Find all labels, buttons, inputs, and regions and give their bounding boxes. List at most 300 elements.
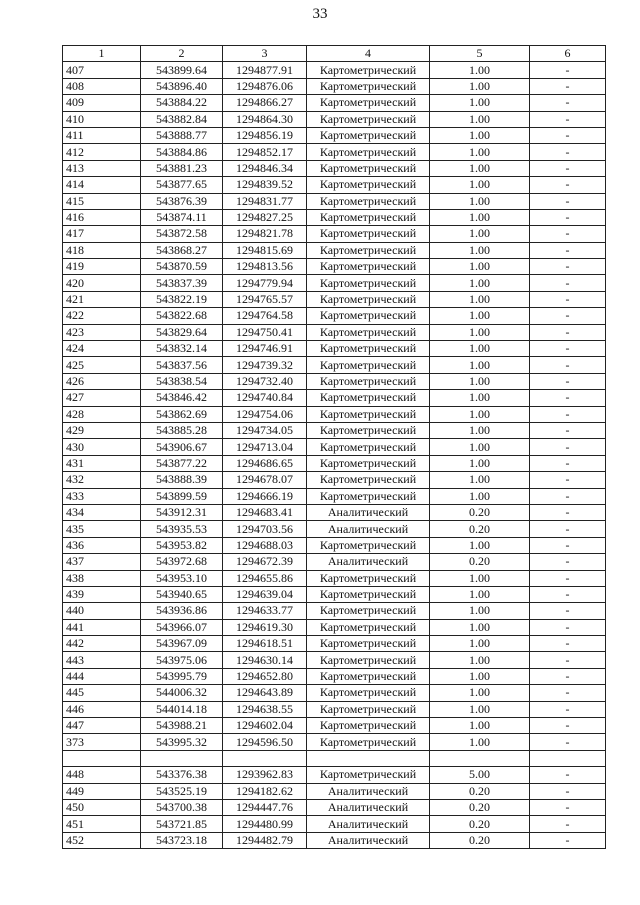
cell-point-number: 441: [63, 619, 141, 635]
cell-method: Картометрический: [307, 734, 430, 750]
cell-point-number: 444: [63, 668, 141, 684]
table-row: [63, 586, 606, 602]
cell-note: -: [530, 439, 606, 455]
cell-point-number: 439: [63, 586, 141, 602]
cell-method: Картометрический: [307, 455, 430, 471]
cell-method: Картометрический: [307, 209, 430, 225]
cell-method: Картометрический: [307, 242, 430, 258]
cell-y-coordinate: 1294765.57: [223, 291, 307, 307]
cell-y-coordinate: 1294447.76: [223, 799, 307, 815]
cell-method: Картометрический: [307, 177, 430, 193]
cell-y-coordinate: 1294678.07: [223, 472, 307, 488]
cell-method: Картометрический: [307, 586, 430, 602]
cell-point-number: 448: [63, 767, 141, 783]
cell-y-coordinate: 1294739.32: [223, 357, 307, 373]
cell-method: Картометрический: [307, 439, 430, 455]
cell-accuracy: 1.00: [430, 685, 530, 701]
table-row: [63, 193, 606, 209]
cell-note: -: [530, 504, 606, 520]
cell-note: -: [530, 275, 606, 291]
table-row: [63, 308, 606, 324]
table-row: [63, 537, 606, 553]
cell-y-coordinate: 1294877.91: [223, 62, 307, 78]
cell-x-coordinate: 543838.54: [141, 373, 223, 389]
cell-x-coordinate: 543884.86: [141, 144, 223, 160]
cell-y-coordinate: 1294618.51: [223, 636, 307, 652]
cell-note: -: [530, 636, 606, 652]
cell-note: -: [530, 209, 606, 225]
cell-method: Аналитический: [307, 521, 430, 537]
cell-point-number: 452: [63, 832, 141, 848]
table-row: [63, 160, 606, 176]
table-row: [63, 439, 606, 455]
cell-note: -: [530, 95, 606, 111]
cell-x-coordinate: 543829.64: [141, 324, 223, 340]
cell-x-coordinate: 544014.18: [141, 701, 223, 717]
cell-accuracy: 1.00: [430, 668, 530, 684]
cell-x-coordinate: 543912.31: [141, 504, 223, 520]
cell-x-coordinate: 543877.22: [141, 455, 223, 471]
cell-x-coordinate: 543936.86: [141, 603, 223, 619]
table-row: [63, 734, 606, 750]
page-number: 33: [312, 6, 328, 22]
cell-x-coordinate: 543995.32: [141, 734, 223, 750]
cell-x-coordinate: 543822.68: [141, 308, 223, 324]
cell-accuracy: 1.00: [430, 242, 530, 258]
cell-note: -: [530, 455, 606, 471]
table-row: [63, 554, 606, 570]
cell-method: Картометрический: [307, 718, 430, 734]
cell-accuracy: 1.00: [430, 455, 530, 471]
cell-x-coordinate: 543953.10: [141, 570, 223, 586]
cell-point-number: 421: [63, 291, 141, 307]
cell-y-coordinate: 1294638.55: [223, 701, 307, 717]
cell-y-coordinate: 1294639.04: [223, 586, 307, 602]
cell-y-coordinate: 1294831.77: [223, 193, 307, 209]
table-row: [63, 422, 606, 438]
cell-method: Картометрический: [307, 603, 430, 619]
cell-point-number: 426: [63, 373, 141, 389]
cell-accuracy: 1.00: [430, 472, 530, 488]
cell-note: -: [530, 144, 606, 160]
cell-accuracy: 5.00: [430, 767, 530, 783]
cell-point-number: 424: [63, 341, 141, 357]
cell-point-number: 419: [63, 259, 141, 275]
cell-point-number: 413: [63, 160, 141, 176]
cell-method: Картометрический: [307, 357, 430, 373]
table-row: [63, 406, 606, 422]
table-row: [63, 324, 606, 340]
cell-accuracy: 1.00: [430, 422, 530, 438]
cell-note: -: [530, 259, 606, 275]
cell-point-number: 432: [63, 472, 141, 488]
cell-method: Картометрический: [307, 373, 430, 389]
cell-y-coordinate: 1294866.27: [223, 95, 307, 111]
cell-method: Картометрический: [307, 685, 430, 701]
cell-y-coordinate: 1294643.89: [223, 685, 307, 701]
cell-note: -: [530, 570, 606, 586]
cell-x-coordinate: 543967.09: [141, 636, 223, 652]
cell-note: -: [530, 603, 606, 619]
cell-note: -: [530, 816, 606, 832]
cell-x-coordinate: 543832.14: [141, 341, 223, 357]
cell-x-coordinate: 543700.38: [141, 799, 223, 815]
cell-accuracy: 1.00: [430, 193, 530, 209]
cell-accuracy: 1.00: [430, 701, 530, 717]
cell-point-number: 449: [63, 783, 141, 799]
table-row: [63, 357, 606, 373]
table-row: [63, 242, 606, 258]
table-row: [63, 177, 606, 193]
cell-accuracy: 0.20: [430, 816, 530, 832]
cell-x-coordinate: [141, 750, 223, 766]
cell-note: -: [530, 291, 606, 307]
cell-point-number: 435: [63, 521, 141, 537]
cell-point-number: 446: [63, 701, 141, 717]
cell-y-coordinate: 1294633.77: [223, 603, 307, 619]
cell-y-coordinate: 1294846.34: [223, 160, 307, 176]
cell-x-coordinate: 543953.82: [141, 537, 223, 553]
cell-y-coordinate: 1294732.40: [223, 373, 307, 389]
cell-point-number: 418: [63, 242, 141, 258]
cell-y-coordinate: 1294688.03: [223, 537, 307, 553]
cell-point-number: 451: [63, 816, 141, 832]
cell-accuracy: 0.20: [430, 521, 530, 537]
cell-x-coordinate: 543972.68: [141, 554, 223, 570]
cell-y-coordinate: 1294746.91: [223, 341, 307, 357]
cell-accuracy: 1.00: [430, 226, 530, 242]
cell-note: -: [530, 685, 606, 701]
cell-note: -: [530, 767, 606, 783]
cell-note: -: [530, 406, 606, 422]
cell-y-coordinate: 1294876.06: [223, 78, 307, 94]
table-header-row: [63, 46, 606, 62]
table-row: [63, 750, 606, 766]
cell-accuracy: [430, 750, 530, 766]
cell-note: -: [530, 390, 606, 406]
cell-y-coordinate: 1294821.78: [223, 226, 307, 242]
cell-point-number: 412: [63, 144, 141, 160]
cell-x-coordinate: 543896.40: [141, 78, 223, 94]
cell-y-coordinate: 1294672.39: [223, 554, 307, 570]
column-header-2: 2: [141, 46, 223, 62]
cell-x-coordinate: 543862.69: [141, 406, 223, 422]
cell-note: -: [530, 734, 606, 750]
table-row: [63, 504, 606, 520]
cell-y-coordinate: 1294713.04: [223, 439, 307, 455]
table-row: [63, 78, 606, 94]
cell-method: Картометрический: [307, 636, 430, 652]
cell-y-coordinate: 1294779.94: [223, 275, 307, 291]
cell-method: Картометрический: [307, 275, 430, 291]
cell-y-coordinate: 1294839.52: [223, 177, 307, 193]
cell-point-number: 443: [63, 652, 141, 668]
cell-x-coordinate: 543525.19: [141, 783, 223, 799]
cell-accuracy: 1.00: [430, 734, 530, 750]
cell-point-number: 428: [63, 406, 141, 422]
cell-method: Картометрический: [307, 652, 430, 668]
cell-note: -: [530, 242, 606, 258]
cell-method: Картометрический: [307, 390, 430, 406]
table-row: [63, 832, 606, 848]
cell-accuracy: 1.00: [430, 291, 530, 307]
table-row: [63, 685, 606, 701]
cell-accuracy: 1.00: [430, 390, 530, 406]
cell-point-number: 417: [63, 226, 141, 242]
cell-note: -: [530, 177, 606, 193]
cell-method: Картометрический: [307, 160, 430, 176]
cell-y-coordinate: 1293962.83: [223, 767, 307, 783]
cell-note: -: [530, 783, 606, 799]
cell-method: Аналитический: [307, 799, 430, 815]
cell-x-coordinate: 543995.79: [141, 668, 223, 684]
cell-x-coordinate: 543881.23: [141, 160, 223, 176]
cell-point-number: 437: [63, 554, 141, 570]
table-row: [63, 390, 606, 406]
cell-method: Картометрический: [307, 127, 430, 143]
cell-accuracy: 1.00: [430, 62, 530, 78]
cell-point-number: 447: [63, 718, 141, 734]
cell-point-number: 433: [63, 488, 141, 504]
cell-y-coordinate: 1294619.30: [223, 619, 307, 635]
cell-accuracy: 1.00: [430, 636, 530, 652]
cell-point-number: 427: [63, 390, 141, 406]
cell-method: Картометрический: [307, 259, 430, 275]
cell-y-coordinate: 1294630.14: [223, 652, 307, 668]
cell-x-coordinate: 543899.59: [141, 488, 223, 504]
table-row: [63, 783, 606, 799]
cell-y-coordinate: 1294827.25: [223, 209, 307, 225]
cell-y-coordinate: 1294813.56: [223, 259, 307, 275]
cell-point-number: 373: [63, 734, 141, 750]
table-body: [63, 62, 606, 849]
cell-method: Картометрический: [307, 619, 430, 635]
table-row: [63, 816, 606, 832]
table-row: [63, 472, 606, 488]
cell-note: -: [530, 193, 606, 209]
column-header-4: 4: [307, 46, 430, 62]
cell-method: Аналитический: [307, 816, 430, 832]
cell-y-coordinate: 1294764.58: [223, 308, 307, 324]
column-header-3: 3: [223, 46, 307, 62]
cell-accuracy: 1.00: [430, 406, 530, 422]
cell-x-coordinate: 543906.67: [141, 439, 223, 455]
cell-method: Аналитический: [307, 554, 430, 570]
cell-note: -: [530, 127, 606, 143]
cell-accuracy: 1.00: [430, 177, 530, 193]
cell-x-coordinate: 543966.07: [141, 619, 223, 635]
cell-point-number: 408: [63, 78, 141, 94]
cell-method: Картометрический: [307, 422, 430, 438]
cell-note: -: [530, 324, 606, 340]
cell-method: Картометрический: [307, 95, 430, 111]
cell-accuracy: 1.00: [430, 718, 530, 734]
table-row: [63, 275, 606, 291]
table-row: [63, 521, 606, 537]
cell-accuracy: 1.00: [430, 341, 530, 357]
cell-accuracy: 1.00: [430, 373, 530, 389]
cell-method: Картометрический: [307, 701, 430, 717]
cell-x-coordinate: 543723.18: [141, 832, 223, 848]
column-header-1: 1: [63, 46, 141, 62]
cell-note: -: [530, 718, 606, 734]
cell-point-number: 411: [63, 127, 141, 143]
cell-y-coordinate: 1294683.41: [223, 504, 307, 520]
cell-point-number: 450: [63, 799, 141, 815]
cell-x-coordinate: 543935.53: [141, 521, 223, 537]
table-row: [63, 718, 606, 734]
cell-y-coordinate: 1294686.65: [223, 455, 307, 471]
cell-accuracy: 1.00: [430, 488, 530, 504]
cell-point-number: 422: [63, 308, 141, 324]
cell-accuracy: 0.20: [430, 832, 530, 848]
cell-note: -: [530, 799, 606, 815]
cell-accuracy: 1.00: [430, 78, 530, 94]
table-row: [63, 341, 606, 357]
table-row: [63, 144, 606, 160]
cell-x-coordinate: 543940.65: [141, 586, 223, 602]
cell-y-coordinate: 1294852.17: [223, 144, 307, 160]
cell-method: Картометрический: [307, 472, 430, 488]
cell-x-coordinate: 543837.56: [141, 357, 223, 373]
cell-x-coordinate: 543884.22: [141, 95, 223, 111]
cell-note: -: [530, 160, 606, 176]
cell-method: Аналитический: [307, 783, 430, 799]
cell-x-coordinate: 543882.84: [141, 111, 223, 127]
cell-note: -: [530, 652, 606, 668]
cell-note: -: [530, 62, 606, 78]
cell-x-coordinate: 543868.27: [141, 242, 223, 258]
table-row: [63, 619, 606, 635]
cell-method: Картометрический: [307, 488, 430, 504]
table-row: [63, 603, 606, 619]
cell-accuracy: 1.00: [430, 259, 530, 275]
cell-accuracy: 1.00: [430, 619, 530, 635]
cell-y-coordinate: 1294482.79: [223, 832, 307, 848]
cell-y-coordinate: 1294754.06: [223, 406, 307, 422]
cell-y-coordinate: 1294652.80: [223, 668, 307, 684]
cell-y-coordinate: 1294602.04: [223, 718, 307, 734]
cell-point-number: 423: [63, 324, 141, 340]
cell-x-coordinate: 543870.59: [141, 259, 223, 275]
table-row: [63, 291, 606, 307]
cell-y-coordinate: 1294480.99: [223, 816, 307, 832]
cell-x-coordinate: 543888.77: [141, 127, 223, 143]
cell-accuracy: 1.00: [430, 111, 530, 127]
cell-note: -: [530, 619, 606, 635]
cell-note: -: [530, 308, 606, 324]
cell-accuracy: 1.00: [430, 144, 530, 160]
cell-point-number: 436: [63, 537, 141, 553]
cell-x-coordinate: 543721.85: [141, 816, 223, 832]
cell-x-coordinate: 543975.06: [141, 652, 223, 668]
cell-method: Картометрический: [307, 324, 430, 340]
cell-accuracy: 1.00: [430, 652, 530, 668]
table-row: [63, 95, 606, 111]
table-row: [63, 668, 606, 684]
cell-y-coordinate: 1294750.41: [223, 324, 307, 340]
cell-point-number: 440: [63, 603, 141, 619]
cell-accuracy: 1.00: [430, 357, 530, 373]
cell-note: -: [530, 832, 606, 848]
table-row: [63, 62, 606, 78]
cell-point-number: 431: [63, 455, 141, 471]
table-row: [63, 259, 606, 275]
cell-note: -: [530, 586, 606, 602]
cell-y-coordinate: 1294856.19: [223, 127, 307, 143]
cell-method: Картометрический: [307, 111, 430, 127]
cell-x-coordinate: 543988.21: [141, 718, 223, 734]
table-row: [63, 209, 606, 225]
cell-point-number: 414: [63, 177, 141, 193]
cell-x-coordinate: 543885.28: [141, 422, 223, 438]
cell-y-coordinate: 1294666.19: [223, 488, 307, 504]
cell-x-coordinate: 543846.42: [141, 390, 223, 406]
cell-note: -: [530, 373, 606, 389]
cell-x-coordinate: 543837.39: [141, 275, 223, 291]
cell-note: -: [530, 521, 606, 537]
cell-point-number: 442: [63, 636, 141, 652]
cell-accuracy: 0.20: [430, 783, 530, 799]
column-header-6: 6: [530, 46, 606, 62]
cell-note: -: [530, 668, 606, 684]
cell-method: Картометрический: [307, 291, 430, 307]
cell-method: Картометрический: [307, 406, 430, 422]
cell-point-number: 434: [63, 504, 141, 520]
cell-accuracy: 0.20: [430, 504, 530, 520]
cell-note: -: [530, 537, 606, 553]
table-row: [63, 636, 606, 652]
table-row: [63, 799, 606, 815]
cell-point-number: 410: [63, 111, 141, 127]
cell-method: Картометрический: [307, 78, 430, 94]
table-row: [63, 570, 606, 586]
cell-y-coordinate: 1294815.69: [223, 242, 307, 258]
cell-note: -: [530, 701, 606, 717]
cell-accuracy: 1.00: [430, 537, 530, 553]
cell-note: -: [530, 226, 606, 242]
cell-method: Картометрический: [307, 62, 430, 78]
cell-point-number: 429: [63, 422, 141, 438]
cell-accuracy: 0.20: [430, 799, 530, 815]
cell-y-coordinate: 1294703.56: [223, 521, 307, 537]
cell-method: Картометрический: [307, 341, 430, 357]
cell-note: -: [530, 488, 606, 504]
cell-accuracy: 1.00: [430, 324, 530, 340]
cell-y-coordinate: 1294655.86: [223, 570, 307, 586]
cell-method: Картометрический: [307, 308, 430, 324]
cell-accuracy: 1.00: [430, 209, 530, 225]
cell-accuracy: 1.00: [430, 308, 530, 324]
table-row: [63, 111, 606, 127]
cell-method: Картометрический: [307, 193, 430, 209]
table-row: [63, 455, 606, 471]
cell-y-coordinate: 1294740.84: [223, 390, 307, 406]
cell-accuracy: 1.00: [430, 127, 530, 143]
table-row: [63, 127, 606, 143]
cell-x-coordinate: 543874.11: [141, 209, 223, 225]
cell-x-coordinate: 543822.19: [141, 291, 223, 307]
cell-note: -: [530, 78, 606, 94]
cell-accuracy: 0.20: [430, 554, 530, 570]
table-row: [63, 488, 606, 504]
cell-x-coordinate: 543876.39: [141, 193, 223, 209]
cell-y-coordinate: 1294182.62: [223, 783, 307, 799]
cell-y-coordinate: 1294864.30: [223, 111, 307, 127]
cell-accuracy: 1.00: [430, 439, 530, 455]
cell-note: -: [530, 422, 606, 438]
cell-point-number: 407: [63, 62, 141, 78]
